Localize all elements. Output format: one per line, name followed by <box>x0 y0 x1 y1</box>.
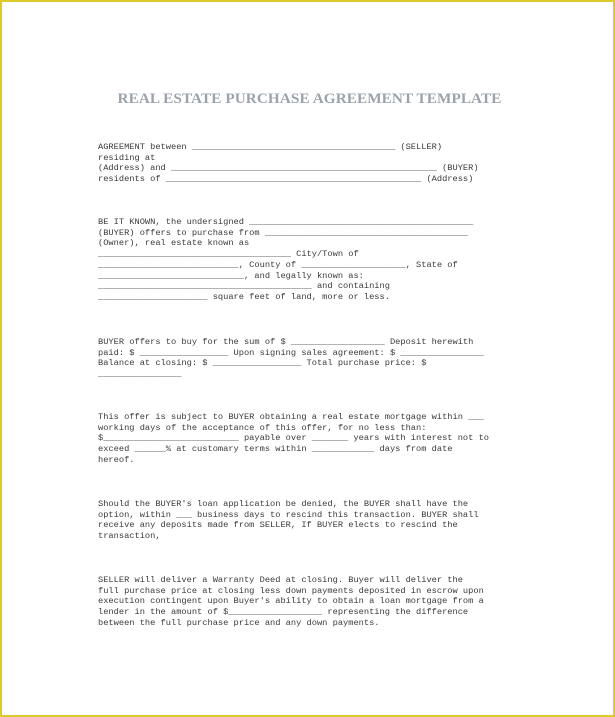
financing-line-2: working days of the acceptance of this offer, for no less than: <box>98 422 427 433</box>
price-line-3: Balance at closing: $ _________________ Total purchase price: $ <box>98 358 427 369</box>
parties-paragraph <box>98 142 479 185</box>
price-line-4: ________________ <box>98 369 182 380</box>
deed-line-3: execution contingent upon Buyer's ability to obtain a loan mortgage from a <box>98 596 484 607</box>
property-line-5: ___________________________, County of ____________________, State of <box>98 259 458 270</box>
deed-paragraph <box>98 575 484 629</box>
property-line-7: _________________________________________ and containing <box>98 281 390 292</box>
loan-denial-paragraph <box>98 499 479 542</box>
price-paragraph <box>98 337 484 380</box>
price-line-2: paid: $ _________________ Upon signing sales agreement: $ ________________ <box>98 347 484 358</box>
deed-line-5: between the full purchase price and any down payments. <box>98 617 380 628</box>
parties-line-4: residents of _________________________________________________ (Address) <box>98 174 474 185</box>
financing-line-4: exceed ______% at customary terms within ____________ days from date <box>98 444 453 455</box>
loan-denial-line-3: receive any deposits made from SELLER, If BUYER elects to rescind the <box>98 520 458 531</box>
parties-line-2: residing at <box>98 152 156 163</box>
deed-line-1: SELLER will deliver a Warranty Deed at closing. Buyer will deliver the <box>98 575 463 585</box>
parties-line-1: AGREEMENT between _______________________________________ (SELLER) <box>98 142 443 152</box>
price-line-1: BUYER offers to buy for the sum of $ __________________ Deposit herewith <box>98 337 474 347</box>
loan-denial-line-4: transaction, <box>98 531 161 542</box>
loan-denial-line-2: option, within ___ business days to rescind this transaction. BUYER shall <box>98 509 479 520</box>
property-line-6: ____________________________, and legally known as: <box>98 270 364 281</box>
property-paragraph <box>98 217 473 303</box>
property-line-2: (BUYER) offers to purchase from _______________________________________ <box>98 227 469 238</box>
property-line-4: _____________________________________ City/Town of <box>98 249 359 260</box>
deed-line-2: full purchase price at closing less down payments deposited in escrow upon <box>98 585 484 596</box>
property-line-3: (Owner), real estate known as <box>98 238 250 249</box>
parties-line-3: (Address) and ___________________________________________________ (BUYER) <box>98 163 479 174</box>
financing-line-1: This offer is subject to BUYER obtaining a real estate mortgage within ___ <box>98 412 484 422</box>
property-line-8: _____________________ square feet of land, more or less. <box>98 291 390 302</box>
document-title: REAL ESTATE PURCHASE AGREEMENT TEMPLATE <box>117 90 502 107</box>
loan-denial-line-1: Should the BUYER's loan application be denied, the BUYER shall have the <box>98 499 469 509</box>
property-line-1: BE IT KNOWN, the undersigned ___________________________________________ <box>98 217 474 227</box>
deed-line-4: lender in the amount of $__________________ representing the difference <box>98 607 469 618</box>
financing-line-5: hereof. <box>98 454 135 465</box>
financing-line-3: $__________________________ payable over _______ years with interest not to <box>98 433 490 444</box>
financing-paragraph <box>98 412 489 466</box>
